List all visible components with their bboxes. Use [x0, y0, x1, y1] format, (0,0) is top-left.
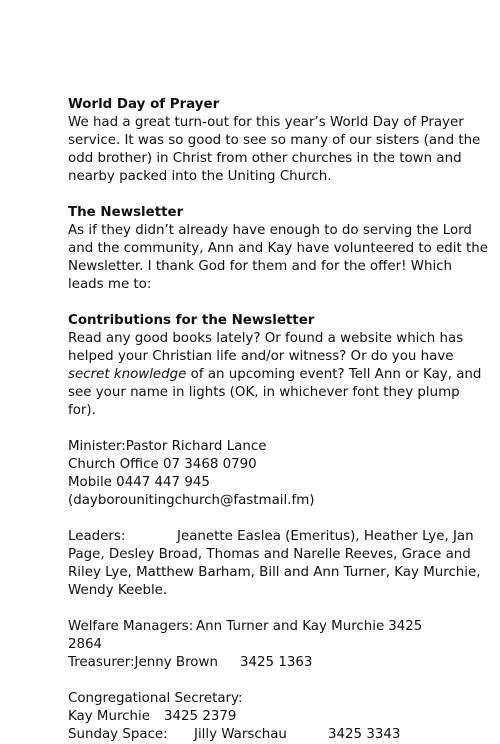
sunday-line — [68, 726, 488, 744]
contributions-heading: Contributions for the Newsletter — [68, 313, 315, 328]
newsletter-paragraph: As if they didn’t already have enough to do serving the Lord and the community, Ann and Kay have volunteered to edit the Newsletter. I thank God for them and for the offer! Which leads me to: — [68, 223, 488, 292]
sunday-phone: 3425 3343 — [328, 727, 401, 742]
treasurer-phone: 3425 1363 — [240, 655, 313, 670]
document-page — [68, 96, 488, 744]
contributions-paragraph — [68, 330, 488, 420]
welfare-phone-a: 3425 — [388, 619, 423, 634]
email-line: (dayborounitingchurch@fastmail.fm) — [68, 493, 315, 508]
newsletter-heading: The Newsletter — [68, 205, 184, 220]
welfare-phone-line: 2864 — [68, 637, 103, 652]
minister-line: Minister:Pastor Richard Lance — [68, 439, 267, 454]
treasurer-label: Treasurer:Jenny Brown — [68, 655, 218, 670]
sunday-name: Jilly Warschau — [194, 727, 287, 742]
welfare-label: Welfare Managers: — [68, 619, 194, 634]
contributions-text-italic: secret knowledge — [68, 367, 187, 382]
leaders-names: Jeanette Easlea (Emeritus), Heather Lye, Jan Page, Desley Broad, Thomas and Narelle Reeves, Grace and Riley Lye, Matthew Barham, Bill and Ann Turner, Kay Murchie, Wendy Keeble. — [68, 529, 481, 598]
treasurer-line — [68, 654, 488, 672]
welfare-line — [68, 618, 488, 636]
welfare-names: Ann Turner and Kay Murchie — [196, 619, 385, 634]
secretary-name: Kay Murchie — [68, 709, 150, 724]
mobile-line: Mobile 0447 447 945 — [68, 475, 210, 490]
leaders-label: Leaders: — [68, 529, 126, 544]
secretary-phone: 3425 2379 — [164, 709, 237, 724]
secretary-line — [68, 708, 488, 726]
contributions-text-end: of an upcoming event? Tell Ann or Kay, and see your name in lights (OK, in whichever font they plump for). — [68, 367, 482, 418]
office-line: Church Office 07 3468 0790 — [68, 457, 257, 472]
prayer-heading: World Day of Prayer — [68, 97, 220, 112]
contributions-text-start: Read any good books lately? Or found a website which has helped your Christian life and/or witness? Or do you have — [68, 331, 464, 364]
secretary-label-line: Congregational Secretary: — [68, 691, 243, 706]
prayer-paragraph: We had a great turn-out for this year’s World Day of Prayer service. It was so good to see so many of our sisters (and the odd brother) in Christ from other churches in the town and nearby packed into the Uniting Church. — [68, 115, 481, 184]
sunday-label: Sunday Space: — [68, 727, 168, 742]
